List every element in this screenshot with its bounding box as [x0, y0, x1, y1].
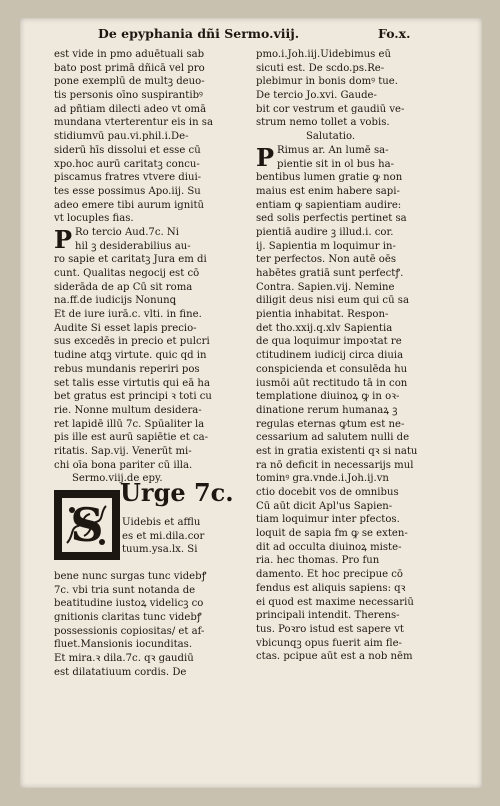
text-line: plebimur in bonis domꝰ tue.	[256, 76, 398, 88]
drop-cap: P	[256, 142, 275, 172]
text-line: pientia inhabitat. Respon-	[256, 309, 389, 321]
text-line: ij. Sapientia m loquimur in-	[256, 240, 396, 252]
text-line: rebus mundanis reperiri pos	[54, 363, 200, 375]
text-line: sicuti est. De scdo.ps.Re-	[256, 62, 385, 74]
text-line: cessarium ad salutem nulli de	[256, 432, 410, 444]
text-line: tudine atqꝫ virtute. quic qd in	[54, 350, 207, 362]
text-line: stidiumvū pau.vi.phil.i.De-	[54, 131, 189, 143]
urge-heading: Urge 7c.	[120, 478, 234, 507]
text-line: pmo.i.Joh.iij.Uidebimus eū	[256, 49, 391, 60]
text-line: Audite Si esset lapis precio-	[54, 322, 197, 334]
text-line: dinatione rerum humanaꝝ ꝫ	[256, 404, 398, 416]
text-line: mundana vterterentur eis in sa	[54, 117, 213, 129]
text-line: rie. Nonne multum desidera-	[54, 404, 202, 416]
text-line: sed solis perfectis pertinet sa	[256, 213, 407, 225]
text-line: tes esse possimus Apo.iij. Su	[54, 185, 201, 197]
text-line: est dilatatiuum cordis. De	[54, 666, 187, 678]
text-line: pientiā audire ꝫ illud.i. cor.	[256, 226, 394, 238]
text-line: est in gratia existenti qꝛ si natu	[256, 445, 418, 457]
text-line: iusmōi aūt rectitudo tā in con	[256, 377, 408, 389]
text-line: bene nunc surgas tunc videbꝭ	[54, 571, 207, 582]
beside-initial-text	[122, 516, 252, 557]
text-line: ria. hec thomas. Pro fun	[256, 555, 380, 567]
text-line: ro sapie et caritatꝫ Jura em di	[54, 254, 207, 266]
text-line: templatione diuinoꝝ ꝙ in oꝛ-	[256, 391, 400, 403]
text-line: beatitudine iustoꝝ videlicꝫ co	[54, 598, 204, 610]
text-line: 7c. vbi tria sunt notanda de	[54, 584, 196, 596]
text-line: bentibus lumen gratie ꝙ non	[256, 172, 403, 184]
text-line: loquit̄ de sapia fm ꝙ se exten-	[256, 528, 408, 540]
text-line: gnitionis claritas tunc videbꝭ	[54, 612, 202, 624]
text-line: ctas. pcipue aūt est a nob nēm	[256, 651, 413, 663]
text-line: pone exemplū de multꝫ deuo-	[54, 76, 205, 88]
book-page	[20, 18, 482, 788]
text-line: pientie sit in ol bus ha-	[277, 158, 395, 170]
text-line: ret lapidē illū 7c. Spūaliter la	[54, 418, 205, 430]
text-line: vbicunqꝫ opus fuerit aim fle-	[256, 637, 402, 649]
text-line: ei quod est maxime necessariū	[256, 596, 414, 608]
text-line: Rimus ar. An lumē sa-	[277, 144, 389, 156]
text-line: dit ad occulta diuinoꝝ miste-	[256, 541, 402, 553]
text-line: na.ff.de iudicijs Nonunꝗ	[54, 295, 177, 307]
text-line: ritatis. Sap.vij. Venerūt mi-	[54, 445, 192, 457]
drop-cap: P	[54, 224, 73, 254]
text-line: cunt. Qualitas negocij est cō	[54, 268, 200, 279]
text-line: ra nō deficit in necessarijs mul	[256, 459, 414, 471]
text-line: ad pñtiam dilecti adeo vt omā	[54, 103, 207, 115]
ornate-initial	[54, 490, 120, 560]
text-line: tominꝰ gra.vnde.i.Joh.ij.vn	[256, 473, 389, 485]
text-line: set talis esse virtutis qui eā ha	[54, 377, 210, 389]
text-line: maius est enim habere sapi-	[256, 185, 400, 197]
text-line: De tercio Jo.xvi. Gaude-	[256, 90, 377, 102]
text-line: siderū hīs dissolui et esse cū	[54, 144, 201, 156]
text-line: possessionis copiositas/ et af-	[54, 625, 205, 637]
text-line: fendus est aliquis sapiens: qꝛ	[256, 582, 406, 594]
text-line: bet gratus est principi ꝛ toti cu	[54, 391, 212, 403]
text-line: det tho.xxij.q.xlv Sapientia	[256, 322, 393, 334]
text-line: habētes gratiā sunt perfectꝭ.	[256, 268, 404, 279]
text-line: tis personis oīno suspirantibꝰ	[54, 90, 203, 102]
text-line: de qua loquimur impoꝛtat re	[256, 336, 402, 348]
text-line: hil ꝫ desiderabilius au-	[75, 240, 191, 252]
page-header	[98, 26, 458, 46]
right-column	[256, 48, 454, 664]
text-line: regulas eternas ꝙtum est ne-	[256, 418, 405, 430]
text-line: Ro tercio Aud.7c. Ni	[75, 226, 179, 238]
paragraph	[256, 144, 454, 664]
text-line: sus excedēs in precio et pulcri	[54, 336, 210, 348]
left-column	[54, 48, 252, 680]
text-line: bato post primā dñicā vel pro	[54, 62, 205, 74]
text-line: strum nemo tollet a vobis.	[256, 117, 390, 129]
ornate-letter: S	[70, 498, 104, 552]
text-line: es et mi.dila.cor	[122, 530, 205, 542]
text-line: Et de iure iurā.c. vlti. in fine.	[54, 309, 202, 321]
text-line: tus. Poꝛro istud est sapere vt	[256, 623, 404, 635]
text-line: tuum.ysa.lx. Si	[122, 544, 198, 556]
text-line: damento. Et hoc precipue cō	[256, 569, 403, 581]
text-line: bit cor vestrum et gaudiū ve-	[256, 103, 405, 115]
text-line: vt locuples fias.	[54, 213, 134, 225]
text-line: Uidebis et afflu	[122, 517, 201, 528]
folio-number: Fo.x.	[378, 26, 411, 41]
text-line: adeo emere tibi aurum ignitū	[54, 199, 205, 211]
text-line: Cū aūt dicit Apl'us Sapien-	[256, 500, 393, 512]
text-line: Contra. Sapien.vij. Nemine	[256, 281, 395, 293]
text-line: xpo.hoc aurū caritatꝫ concu-	[54, 158, 200, 170]
sermon-heading: Sermo.viij.de epy.	[72, 473, 163, 485]
salutatio-heading: Salutatio.	[306, 131, 356, 143]
text-line: piscamus fratres vtvere diui-	[54, 172, 202, 184]
text-line: ctio docebit vos de omnibus	[256, 487, 399, 498]
text-line: est vide in pmo aduētuali sab	[54, 49, 205, 60]
text-line: ter perfectos. Non autē oēs	[256, 254, 397, 266]
text-line: diligit deus nisi eum qui cū sa	[256, 295, 409, 307]
text-line: pis ille est aurū sapiētie et ca-	[54, 432, 209, 444]
text-line: fluet.Mansionis iocunditas.	[54, 639, 193, 651]
text-line: tiam loquimur inter pfectos.	[256, 514, 400, 526]
running-title: De epyphania dñi Sermo.viij.	[98, 26, 300, 41]
text-line: chi oīa bona pariter cū illa.	[54, 459, 193, 471]
text-line: Et mira.ꝛ dila.7c. qꝛ gaudiū	[54, 653, 194, 665]
text-line: ctitudinem iudicij circa diuia	[256, 350, 404, 362]
text-line: siderāda de ap Cū sit roma	[54, 281, 193, 293]
text-line: conspicienda et consulēda hu	[256, 363, 408, 375]
paragraph	[54, 226, 252, 486]
text-line: entiam ꝙ sapientiam audire:	[256, 199, 402, 211]
text-line: principali intendit. Therens-	[256, 610, 400, 622]
